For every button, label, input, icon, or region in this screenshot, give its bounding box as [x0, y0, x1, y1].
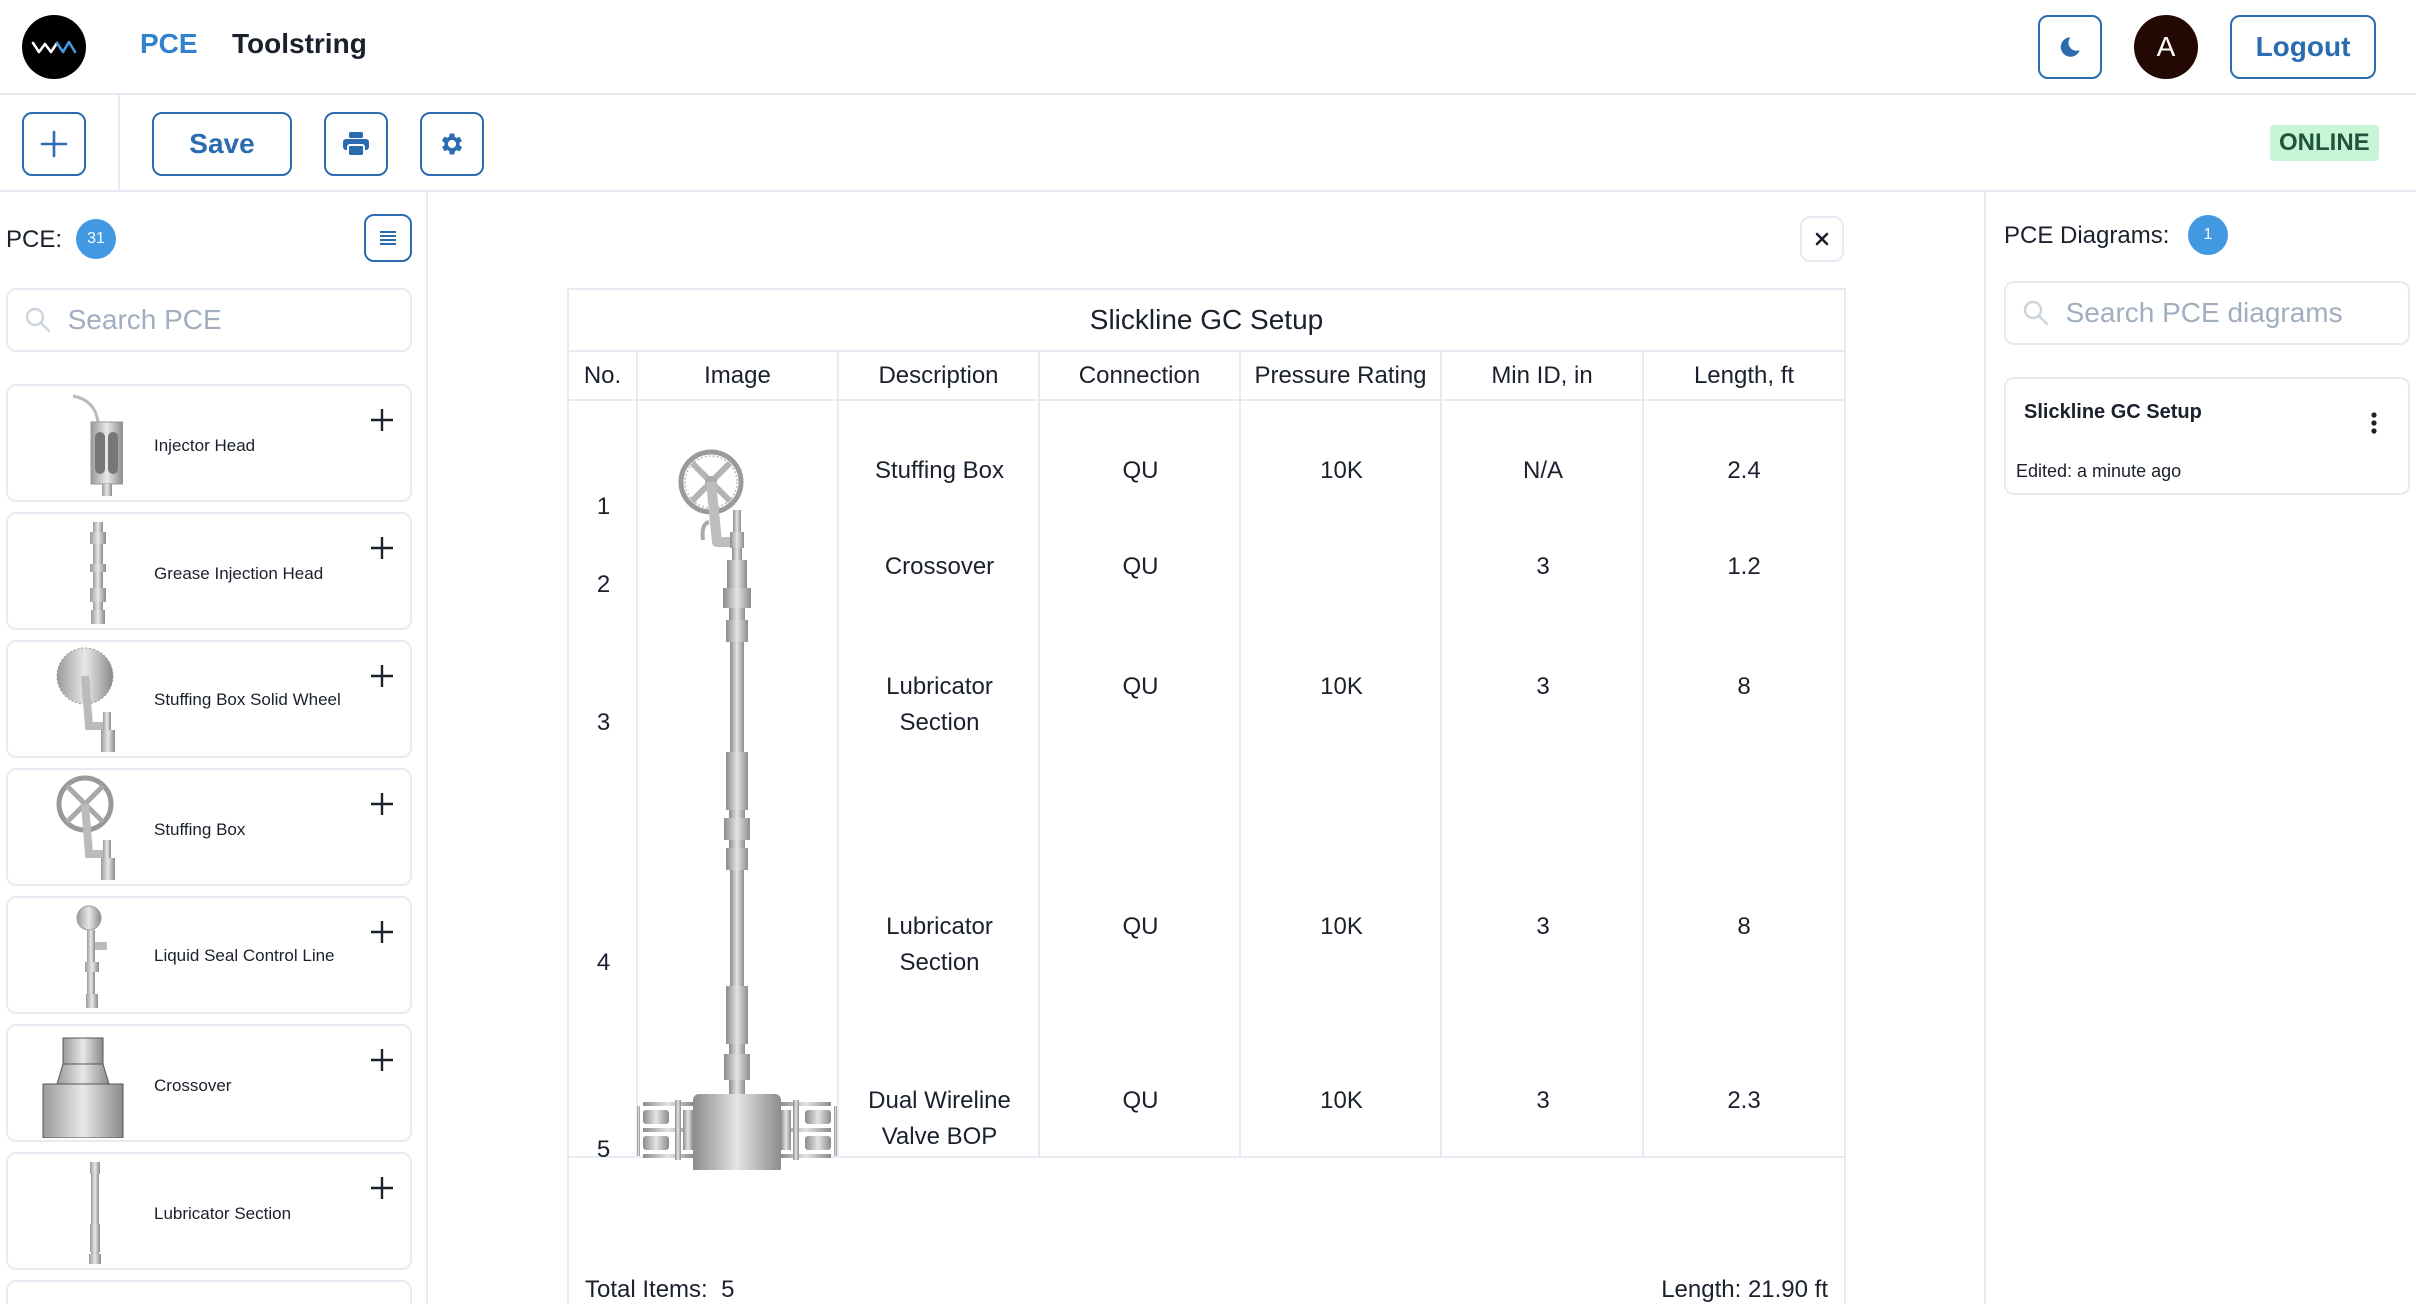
- pce-search-input[interactable]: [68, 304, 410, 336]
- toolstring-assembly-image[interactable]: [637, 430, 837, 1170]
- add-item-button[interactable]: [364, 1298, 400, 1304]
- row-pressure-rating: 10K: [1320, 913, 1363, 940]
- pce-item-injector-head[interactable]: [6, 384, 412, 502]
- list-icon: [378, 229, 398, 247]
- row-length: 8: [1737, 673, 1751, 700]
- stuffing-box-solid-wheel-image: [28, 646, 138, 754]
- lubricator-section-image: [28, 1158, 138, 1266]
- row-length: 2.3: [1727, 1087, 1761, 1114]
- row-number: 3: [596, 709, 611, 736]
- plus-icon: [369, 407, 395, 433]
- plus-icon: [369, 663, 395, 689]
- toolbar: [0, 95, 2416, 192]
- add-item-button[interactable]: [364, 658, 400, 694]
- pce-item-partial[interactable]: [6, 1280, 412, 1304]
- liquid-seal-control-line-image: [28, 902, 138, 1010]
- add-item-button[interactable]: [364, 530, 400, 566]
- list-view-toggle-button[interactable]: [364, 214, 412, 262]
- printer-icon: [341, 130, 371, 158]
- row-connection: QU: [1122, 913, 1159, 940]
- gear-icon: [438, 130, 466, 158]
- diagram-title: Slickline GC Setup: [569, 290, 1844, 352]
- pce-sidebar: [0, 192, 428, 1304]
- close-icon: [1814, 231, 1830, 247]
- crossover-image: [28, 1030, 138, 1138]
- pce-item-label: Crossover: [154, 1076, 232, 1095]
- column-header-length: Length, ft: [1693, 361, 1795, 389]
- add-item-button[interactable]: [364, 786, 400, 822]
- row-min-id: 3: [1536, 553, 1550, 580]
- pce-item-crossover[interactable]: [6, 1024, 412, 1142]
- injector-head-image: [28, 390, 138, 498]
- save-button[interactable]: Save: [152, 112, 292, 176]
- row-pressure-rating: 10K: [1320, 457, 1363, 484]
- add-item-button[interactable]: [364, 914, 400, 950]
- pce-item-stuffing-box[interactable]: [6, 768, 412, 886]
- column-header-no: No.: [569, 352, 638, 399]
- total-items-summary: [585, 1276, 734, 1304]
- row-min-id: 3: [1536, 1087, 1550, 1114]
- row-pressure-rating: 10K: [1320, 1087, 1363, 1114]
- column-header-image: Image: [638, 352, 839, 399]
- row-number: 1: [596, 493, 611, 520]
- column-header-pressure-rating: Pressure Rating: [1241, 352, 1442, 399]
- app-logo[interactable]: [22, 15, 86, 79]
- column-divider: [1642, 401, 1644, 1158]
- column-divider: [1038, 401, 1040, 1158]
- diagram-card-edited-time: Edited: a minute ago: [2016, 461, 2182, 481]
- column-header-min-id: Min ID, in: [1442, 352, 1644, 399]
- pce-item-label: Stuffing Box Solid Wheel: [154, 690, 341, 709]
- row-number: 2: [596, 571, 611, 598]
- pce-list: [6, 384, 412, 1304]
- pce-item-liquid-seal-control-line[interactable]: [6, 896, 412, 1014]
- plus-icon: [369, 1175, 395, 1201]
- diagram-options-button[interactable]: [2364, 405, 2384, 441]
- column-divider: [837, 401, 839, 1158]
- total-length-value: 21.90 ft: [1747, 1276, 1828, 1303]
- row-pressure-rating: 10K: [1320, 673, 1363, 700]
- row-length: 1.2: [1727, 553, 1761, 580]
- plus-icon: [369, 1047, 395, 1073]
- row-description: Stuffing Box: [875, 457, 1004, 484]
- pce-diagrams-count-badge: 1: [2188, 215, 2228, 255]
- add-item-button[interactable]: [364, 1170, 400, 1206]
- total-items-value: 5: [721, 1276, 735, 1303]
- user-avatar[interactable]: A: [2134, 15, 2198, 79]
- nav-toolstring[interactable]: Toolstring: [232, 28, 367, 59]
- pce-item-lubricator-section[interactable]: [6, 1152, 412, 1270]
- top-navbar: [0, 0, 2416, 95]
- row-length: 8: [1737, 913, 1751, 940]
- kebab-menu-icon: [2371, 411, 2377, 435]
- add-button[interactable]: [22, 112, 86, 176]
- stuffing-box-image: [28, 774, 138, 882]
- pce-item-label: Stuffing Box: [154, 820, 246, 839]
- pce-item-stuffing-box-solid-wheel[interactable]: [6, 640, 412, 758]
- row-description: Lubricator Section: [886, 913, 993, 976]
- pce-item-label: Lubricator Section: [154, 1204, 292, 1223]
- row-number: 5: [596, 1136, 611, 1163]
- column-header-description: Description: [839, 352, 1040, 399]
- pce-diagrams-panel: [1984, 192, 2416, 1304]
- logo-wave-icon: [31, 37, 77, 57]
- plus-icon: [39, 129, 69, 159]
- pce-count-badge: 31: [76, 219, 116, 259]
- row-min-id: 3: [1536, 673, 1550, 700]
- column-divider: [1239, 401, 1241, 1158]
- print-button[interactable]: [324, 112, 388, 176]
- row-min-id: 3: [1536, 913, 1550, 940]
- row-description: Lubricator Section: [886, 673, 993, 736]
- search-icon: [8, 306, 68, 334]
- pce-search-field[interactable]: [6, 288, 412, 352]
- total-items-label: Total Items:: [585, 1276, 708, 1303]
- pce-item-label: Grease Injection Head: [154, 564, 324, 583]
- column-divider: [1440, 401, 1442, 1158]
- row-length: 2.4: [1727, 457, 1761, 484]
- plus-icon: [369, 919, 395, 945]
- logout-button[interactable]: Logout: [2230, 15, 2376, 79]
- connection-status-badge: ONLINE: [2270, 125, 2379, 161]
- add-item-button[interactable]: [364, 1042, 400, 1078]
- row-connection: QU: [1122, 673, 1159, 700]
- total-length-summary: [1661, 1276, 1828, 1304]
- nav-pce[interactable]: PCE: [140, 28, 198, 59]
- add-item-button[interactable]: [364, 402, 400, 438]
- table-header: [569, 352, 1844, 401]
- pce-diagrams-search-input[interactable]: [2066, 297, 2408, 329]
- plus-icon: [369, 535, 395, 561]
- column-header-connection: Connection: [1040, 352, 1241, 399]
- pce-item-label: Liquid Seal Control Line: [154, 946, 335, 965]
- pce-diagram-table: [567, 288, 1846, 1304]
- plus-icon: [369, 791, 395, 817]
- theme-toggle-button[interactable]: [2038, 15, 2102, 79]
- row-number: 4: [596, 949, 611, 976]
- grease-injection-head-image: [28, 518, 138, 626]
- search-icon: [2006, 299, 2066, 327]
- diagram-card-title: Slickline GC Setup: [2024, 401, 2202, 423]
- row-min-id: N/A: [1522, 457, 1563, 484]
- diagram-card-slickline-gc-setup[interactable]: [2004, 377, 2410, 495]
- row-connection: QU: [1122, 1087, 1159, 1114]
- pce-item-grease-injection-head[interactable]: [6, 512, 412, 630]
- total-length-label: Length:: [1661, 1276, 1742, 1303]
- row-description: Crossover: [884, 553, 995, 580]
- settings-button[interactable]: [420, 112, 484, 176]
- close-diagram-button[interactable]: [1800, 216, 1844, 262]
- pce-item-label: Injector Head: [154, 436, 256, 455]
- row-description: Dual Wireline Valve BOP: [868, 1087, 1011, 1150]
- pce-diagrams-search-field[interactable]: [2004, 281, 2410, 345]
- row-connection: QU: [1122, 553, 1159, 580]
- pce-diagrams-title: PCE Diagrams:: [2004, 222, 2170, 249]
- moon-icon: [2057, 34, 2083, 60]
- row-connection: QU: [1122, 457, 1159, 484]
- toolbar-divider: [118, 95, 120, 192]
- pce-list-title: PCE:: [6, 226, 63, 253]
